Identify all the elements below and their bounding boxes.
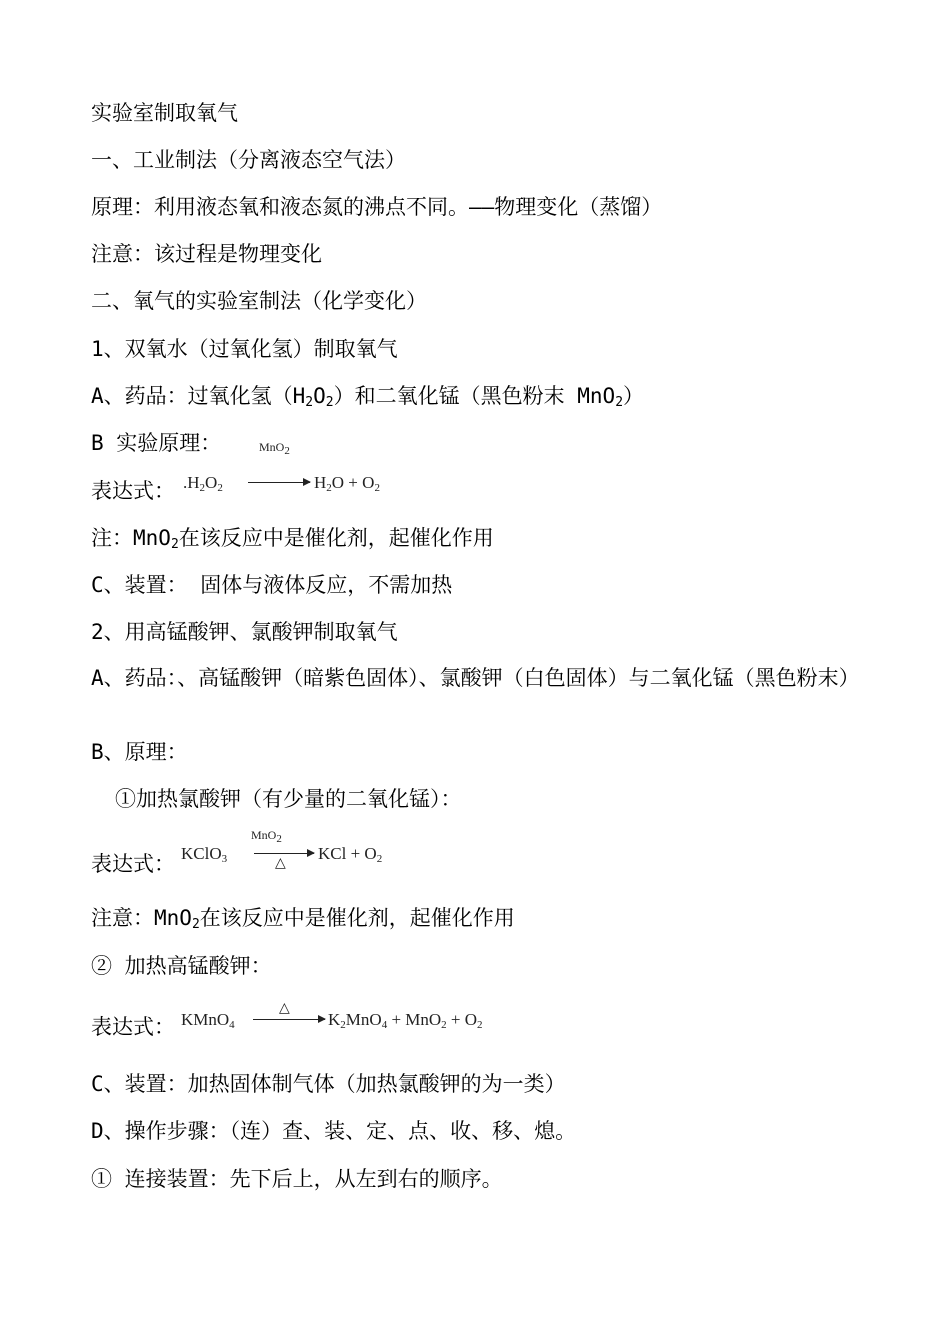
section-2-heading: 二、氧气的实验室制法（化学变化） (91, 289, 427, 313)
method-2-expression-label-1: 表达式： (91, 852, 175, 876)
eq1-products: $H_2O + O_2$ (314, 473, 380, 494)
eq3-heat-symbol: △ (279, 1000, 290, 1016)
eq2-reactant: KClO$_3$ (181, 844, 228, 865)
method-1-catalyst-note: 注：MnO$_2$在该反应中是催化剂，起催化作用 (91, 526, 494, 552)
eq2-heat-symbol: △ (275, 855, 286, 871)
method-1-expression-label: 表达式： (91, 479, 175, 503)
method-2-expression-label-2: 表达式： (91, 1015, 175, 1039)
method-2-heading: 2、用高锰酸钾、氯酸钾制取氧气 (91, 620, 398, 644)
method-1-apparatus: C、装置： 固体与液体反应，不需加热 (91, 573, 453, 597)
section-1-heading: 一、工业制法（分离液态空气法） (91, 148, 406, 172)
eq2-catalyst: MnO$_2$ (251, 828, 282, 845)
eq3-arrow (253, 1019, 325, 1020)
eq2-products: KCl + $O_2$ (318, 844, 383, 865)
method-2-item-2: ② 加热高锰酸钾： (91, 954, 272, 978)
eq2-arrow (254, 853, 314, 854)
method-1-heading: 1、双氧水（过氧化氢）制取氧气 (91, 337, 398, 361)
document-title: 实验室制取氧气 (91, 101, 238, 125)
eq1-arrow (248, 482, 310, 483)
eq1-reactant: $.H_2O_2$ (183, 473, 223, 494)
eq3-products: $K_2MnO_4 + MnO_2 + O_2$ (328, 1010, 483, 1031)
method-2-steps: D、操作步骤：（连）查、装、定、点、收、移、熄。 (91, 1119, 577, 1143)
method-2-apparatus: C、装置：加热固体制气体（加热氯酸钾的为一类） (91, 1072, 566, 1096)
section-1-principle: 原理：利用液态氧和液态氮的沸点不同。——物理变化（蒸馏） (91, 195, 663, 219)
method-2-reagents: A、药品：、高锰酸钾（暗紫色固体）、氯酸钾（白色固体）与二氧化锰（黑色粉末） (91, 666, 860, 690)
section-1-note: 注意：该过程是物理变化 (91, 242, 322, 266)
method-1-principle-label: B 实验原理： (91, 431, 222, 455)
method-2-principle-label: B、原理： (91, 740, 188, 764)
method-2-item-1: ①加热氯酸钾（有少量的二氧化锰）： (115, 787, 462, 811)
eq1-catalyst: MnO$_2$ (259, 440, 290, 457)
method-1-reagents: A、药品：过氧化氢$(H_2O_2)$和二氧化锰（黑色粉末 MnO$_2$） (91, 384, 645, 410)
method-2-step-1: ① 连接装置：先下后上，从左到右的顺序。 (91, 1167, 503, 1191)
method-2-catalyst-note: 注意：MnO$_2$在该反应中是催化剂，起催化作用 (91, 906, 515, 932)
eq3-reactant: KMnO$_4$ (181, 1010, 235, 1031)
